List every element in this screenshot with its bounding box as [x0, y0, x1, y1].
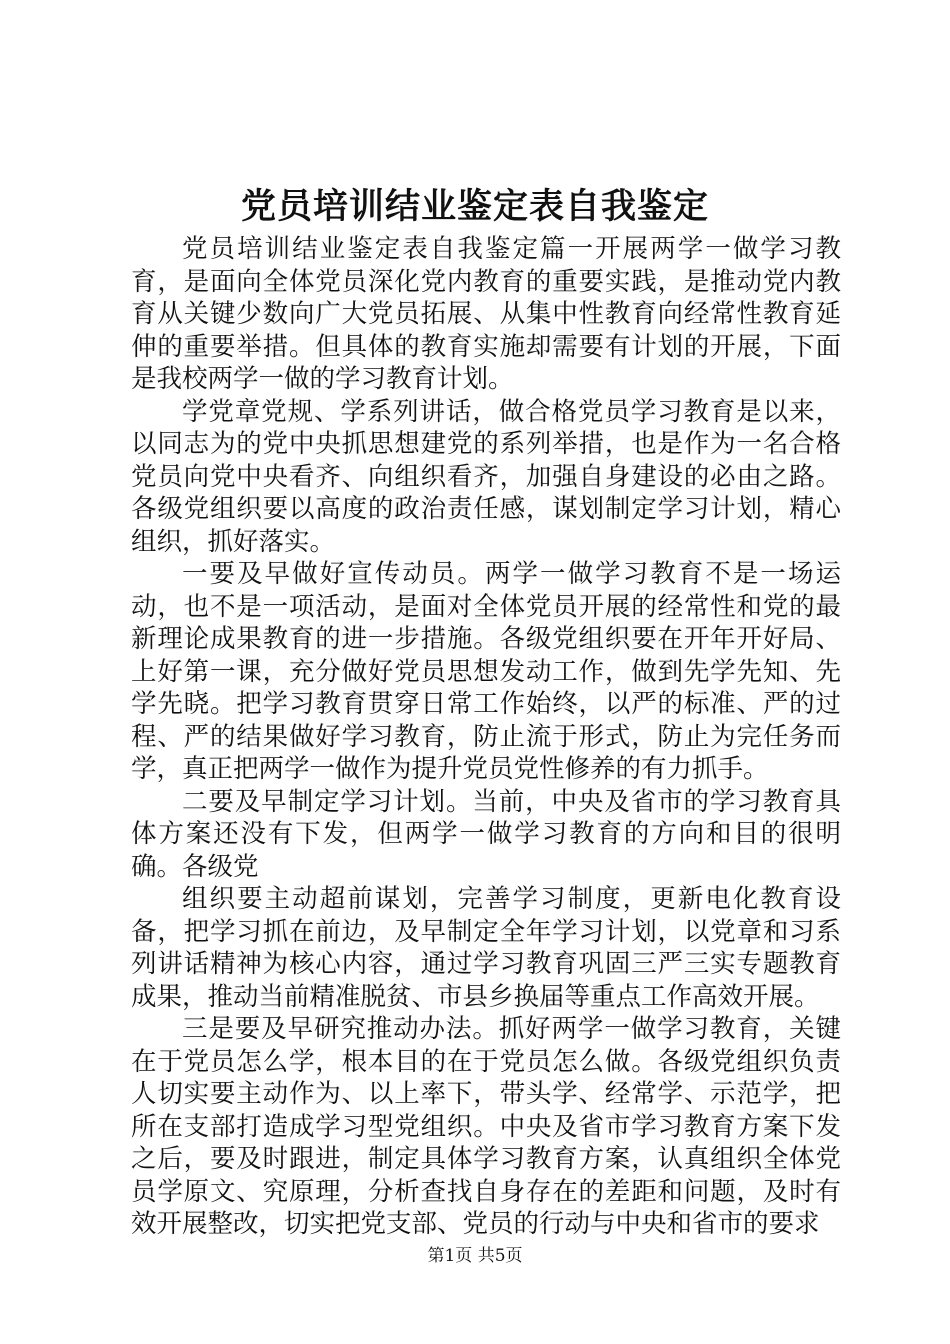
paragraph: 学党章党规、学系列讲话，做合格党员学习教育是以来，以同志为的党中央抓思想建党的系列举措，也是作为一名合格党员向党中央看齐、向组织看齐，加强自身建设的必由之路。各级党组织要以高度的政治责任感，谋划制定学习计划，精心组织，抓好落实。: [131, 396, 841, 557]
paragraph: 二要及早制定学习计划。当前，中央及省市的学习教育具体方案还没有下发，但两学一做学习教育的方向和目的很明确。各级党: [131, 786, 841, 882]
paragraph: 一要及早做好宣传动员。两学一做学习教育不是一场运动，也不是一项活动，是面对全体党员开展的经常性和党的最新理论成果教育的进一步措施。各级党组织要在开年开好局、上好第一课，充分做好党员思想发动工作，做到先学先知、先学先晓。把学习教育贯穿日常工作始终，以严的标准、严的过程、严的结果做好学习教育，防止流于形式，防止为完任务而学，真正把两学一做作为提升党员党性修养的有力抓手。: [131, 559, 841, 784]
paragraph: 组织要主动超前谋划，完善学习制度，更新电化教育设备，把学习抓在前边，及早制定全年学习计划，以党章和习系列讲话精神为核心内容，通过学习教育巩固三严三实专题教育成果，推动当前精准脱贫、市县乡换届等重点工作高效开展。: [131, 884, 841, 1012]
paragraph: 党员培训结业鉴定表自我鉴定篇一开展两学一做学习教育，是面向全体党员深化党内教育的重要实践，是推动党内教育从关键少数向广大党员拓展、从集中性教育向经常性教育延伸的重要举措。但具体的教育实施却需要有计划的开展，下面是我校两学一做的学习教育计划。: [131, 234, 841, 394]
document-title: 党员培训结业鉴定表自我鉴定: [240, 186, 709, 227]
document-body: [131, 233, 841, 1241]
page-number-footer: 第1页 共5页: [427, 1246, 523, 1266]
paragraph: 三是要及早研究推动办法。抓好两学一做学习教育，关键在于党员怎么学，根本目的在于党员怎么做。各级党组织负责人切实要主动作为、以上率下，带头学、经常学、示范学，把所在支部打造成学习型党组织。中央及省市学习教育方案下发之后，要及时跟进，制定具体学习教育方案，认真组织全体党员学原文、究原理，分析查找自身存在的差距和问题，及时有效开展整改，切实把党支部、党员的行动与中央和省市的要求: [131, 1014, 841, 1239]
